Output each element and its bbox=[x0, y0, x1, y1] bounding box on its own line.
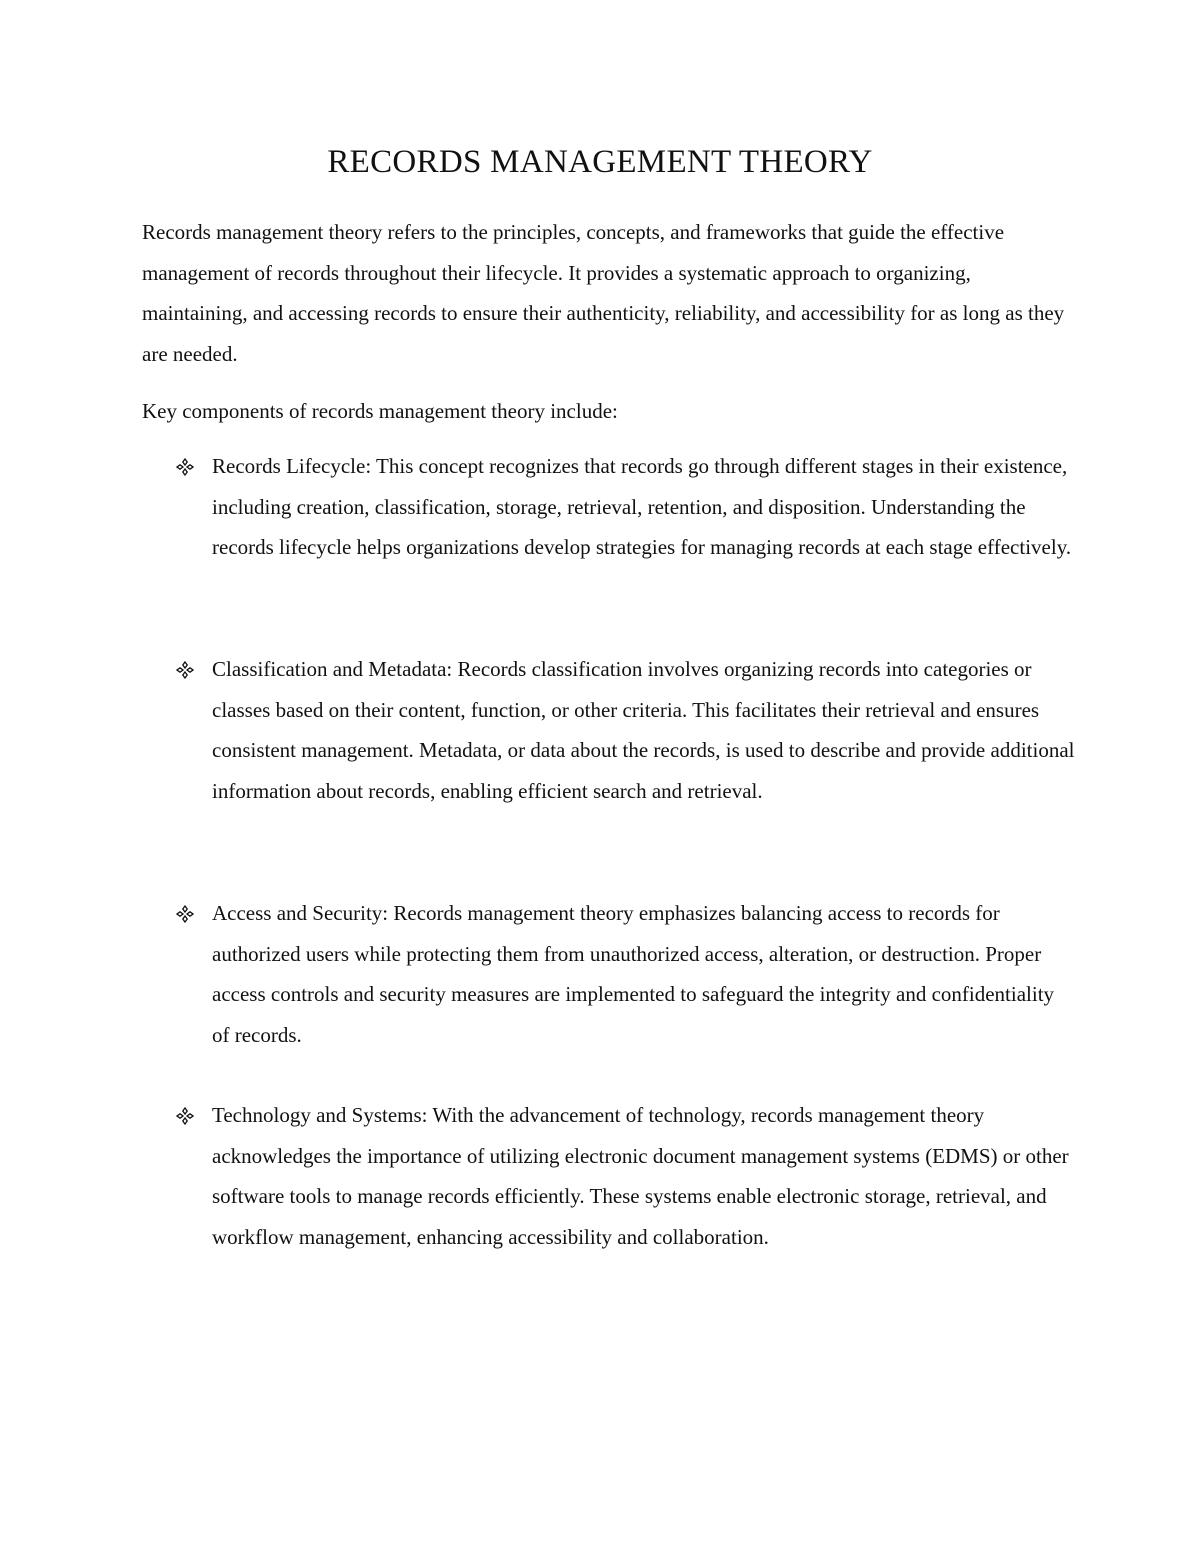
list-item bbox=[176, 649, 1076, 811]
four-diamond-bullet-icon bbox=[176, 905, 194, 923]
page-title: RECORDS MANAGEMENT THEORY bbox=[327, 144, 873, 180]
intro-paragraph: Records management theory refers to the principles, concepts, and frameworks that guide the effective management of records throughout their lifecycle. It provides a systematic approach to organizing, maintaining, and accessing records to ensure their authenticity, reliability, and accessibility for as long as they are needed. bbox=[142, 220, 1065, 366]
four-diamond-bullet-icon bbox=[176, 1107, 194, 1125]
list-item bbox=[176, 446, 1076, 568]
list-item bbox=[176, 1095, 1076, 1257]
list-item-text: Records Lifecycle: This concept recognizes that records go through different stages in their existence, including creation, classification, storage, retrieval, retention, and disposition. Understanding the records lifecycle helps organizations develop strategies for managing records at each stage effectively. bbox=[212, 454, 1072, 560]
list-lead-paragraph: Key components of records management theory include: bbox=[142, 399, 618, 423]
list-item-text: Technology and Systems: With the advancement of technology, records management theory acknowledges the importance of utilizing electronic document management systems (EDMS) or other software tools to manage records efficiently. These systems enable electronic storage, retrieval, and workflow management, enhancing accessibility and collaboration. bbox=[212, 1103, 1069, 1249]
list-item-text: Classification and Metadata: Records classification involves organizing records into categories or classes based on their content, function, or other criteria. This facilitates their retrieval and ensures consistent management. Metadata, or data about the records, is used to describe and provide additional information about records, enabling efficient search and retrieval. bbox=[212, 657, 1075, 803]
list-item bbox=[176, 893, 1076, 1055]
four-diamond-bullet-icon bbox=[176, 661, 194, 679]
list-item-text: Access and Security: Records management theory emphasizes balancing access to records for authorized users while protecting them from unauthorized access, alteration, or destruction. Proper access controls and security measures are implemented to safeguard the integrity and confidentiality of records. bbox=[212, 901, 1055, 1047]
four-diamond-bullet-icon bbox=[176, 458, 194, 476]
